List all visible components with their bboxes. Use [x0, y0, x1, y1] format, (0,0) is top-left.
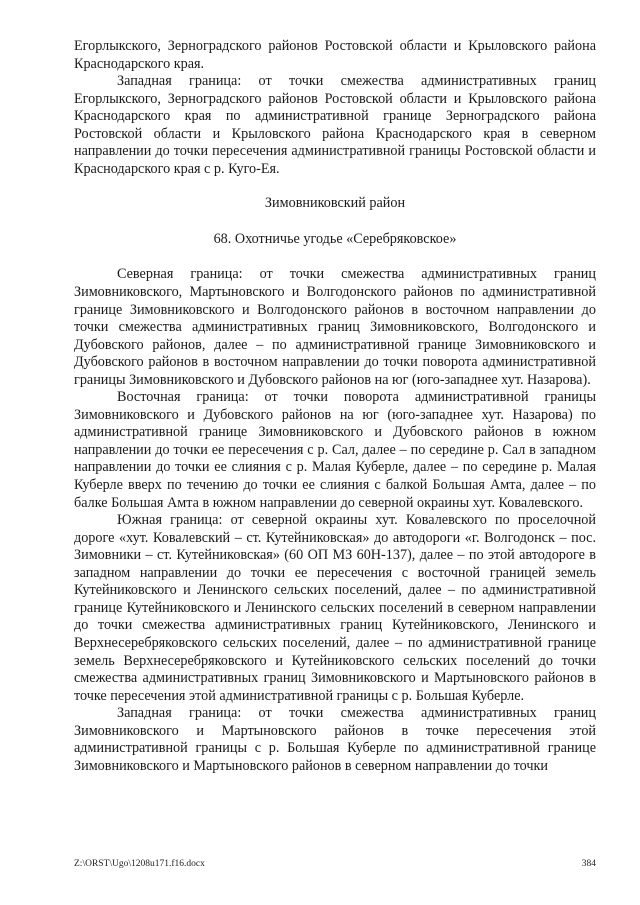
paragraph-west-border-previous: Западная граница: от точки смежества административных границ Егорлыкского, Зерноградского районов Ростовской области и Крыловского района Краснодарского края по административной границе Зерноградского района Ростовской области и Крыловского района Краснодарского края в северном направлении до точки пересечения административной границы Ростовской области и Краснодарского края с р. Куго-Ея.: [74, 73, 596, 177]
paragraph-continuation: Егорлыкского, Зерноградского районов Ростовской области и Крыловского района Краснодарского края.: [74, 38, 596, 72]
paragraph-west-border: Западная граница: от точки смежества административных границ Зимовниковского и Мартыновского районов в точке пересечения этой административной границы с р. Большая Куберле по административной границе Зимовниковского и Мартыновского районов в северном направлении до точки: [74, 705, 596, 774]
paragraph-east-border: Восточная граница: от точки поворота административной границы Зимовниковского и Дубовского районов на юг (юго-западнее хут. Назарова) по административной границе Зимовниковского и Дубовского районов в южном направлении до точки ее пересечения с р. Сал, далее – по середине р. Сал в западном направлении до точки ее слияния с р. Малая Куберле, далее – по середине р. Малая Куберле вверх по течению до точки ее слияния с балкой Большая Амта, далее – по балке Большая Амта в южном направлении до северной окраины хут. Ковалевского.: [74, 389, 596, 511]
footer-file-path: Z:\ORST\Ugo\1208u171.f16.docx: [74, 859, 205, 869]
paragraph-north-border: Северная граница: от точки смежества административных границ Зимовниковского, Мартыновского и Волгодонского районов по административной границе Зимовниковского и Волгодонского районов в восточном направлении до точки смежества административных границ Зимовниковского, Волгодонского и Дубовского районов, далее – по административной границе Зимовниковского и Дубовского районов в восточном направлении до точки поворота административной границы Зимовниковского и Дубовского районов на юг (юго-западнее хут. Назарова).: [74, 266, 596, 388]
section-title: Зимовниковский район: [264, 195, 406, 212]
subsection-title: 68. Охотничье угодье «Серебряковское»: [213, 230, 457, 247]
paragraph-south-border: Южная граница: от северной окраины хут. Ковалевского по проселочной дороге «хут. Ковалевский – ст. Кутейниковская» до автодороги «г. Волгодонск – пос. Зимовники – ст. Кутейниковская» (60 ОП МЗ 60Н-137), далее – по этой автодороге в западном направлении до точки ее пересечения с восточной границей земель Кутейниковского и Ленинского сельских поселений, далее – по административной границе Кутейниковского и Ленинского сельских поселений в северном направлении до точки смежества административных границ Кутейниковского, Ленинского и Верхнесеребряковского сельских поселений, далее – по административной границе земель Верхнесеребряковского и Кутейниковского сельских поселений до точки смежества административных границ Зимовниковского и Мартыновского районов в точке пересечения этой административной границы с р. Большая Куберле.: [74, 512, 596, 704]
footer-page-number: 384: [581, 859, 596, 869]
document-page: [74, 38, 596, 775]
